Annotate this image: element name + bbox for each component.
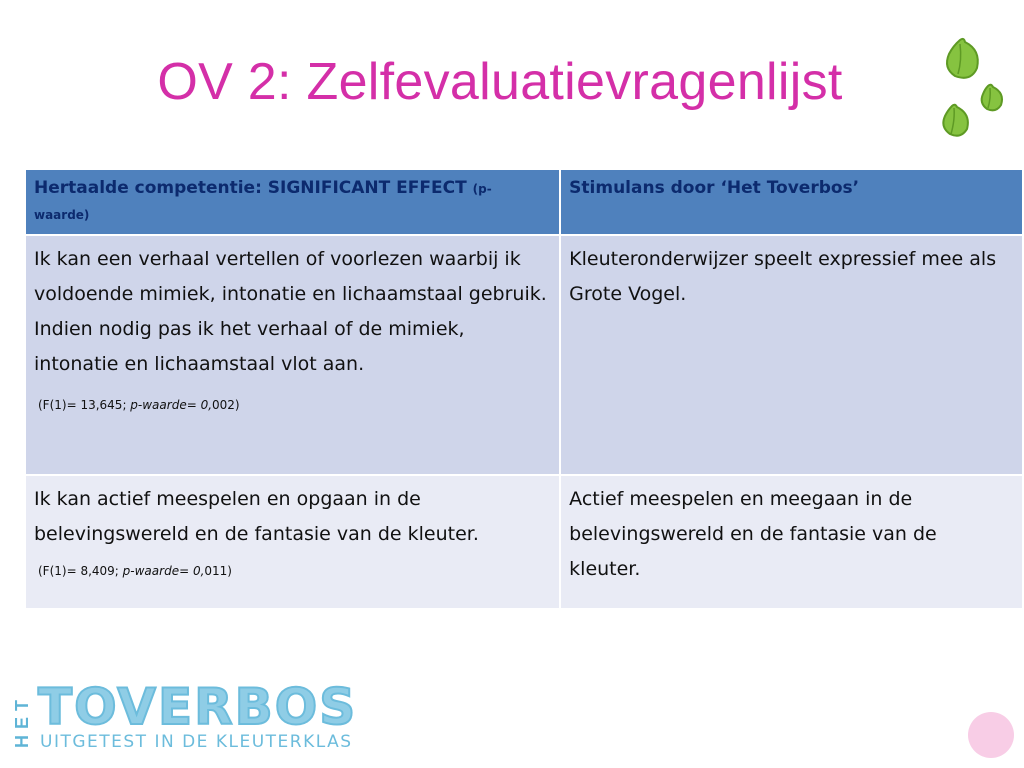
stat-pre: (F(1)= 8,409; [38,564,123,578]
competence-text: Ik kan een verhaal vertellen of voorlezen waarbij ik voldoende mimiek, intonatie en lichaamstaal gebruik. Indien nodig pas ik het verhaal of de mimiek, intonatie en lichaamstaal vlot aan. [34,248,547,375]
logo-het [8,682,36,752]
header-competence [25,169,560,235]
competence-table [24,168,1024,610]
stimulus-text: Actief meespelen en meegaan in de belevingswereld en de fantasie van de kleuter. [569,488,937,580]
slide-title: OV 2: Zelfevaluatievragenlijst [157,53,843,111]
header-competence-label: Hertaalde competentie: SIGNIFICANT EFFECT [34,178,473,198]
logo-het-text: HET [12,694,32,748]
stat-italic: p-waarde= 0, [130,398,213,412]
header-competence-small: (p- [472,182,492,196]
cell-competence [25,235,560,475]
decorative-circle [968,712,1014,758]
stat-italic: p-waarde= 0, [122,564,205,578]
cell-stimulus [560,475,1023,609]
table-row [25,235,1023,475]
toverbos-logo [8,678,388,754]
logo-tagline: UITGETEST IN DE KLEUTERKLAS [40,732,353,752]
stat-post: 002) [212,398,240,412]
leaves-decoration [930,36,1020,146]
stat-post: 011) [204,564,232,578]
leaf-icon [947,39,978,78]
stat-text [34,396,551,414]
header-stimulus: Stimulans door ‘Het Toverbos’ [560,169,1023,235]
leaf-icon [943,105,968,136]
table-row [25,475,1023,609]
stat-text [34,562,551,580]
stimulus-text: Kleuteronderwijzer speelt expressief mee als Grote Vogel. [569,248,997,305]
cell-stimulus [560,235,1023,475]
table-header-row [25,169,1023,235]
competence-text: Ik kan actief meespelen en opgaan in de belevingswereld en de fantasie van de kleuter. [34,488,479,545]
logo-name: TOVERBOS [38,678,358,736]
stat-pre: (F(1)= 13,645; [38,398,131,412]
leaf-icon [982,85,1002,111]
cell-competence [25,475,560,609]
header-competence-rest: waarde) [34,208,90,222]
